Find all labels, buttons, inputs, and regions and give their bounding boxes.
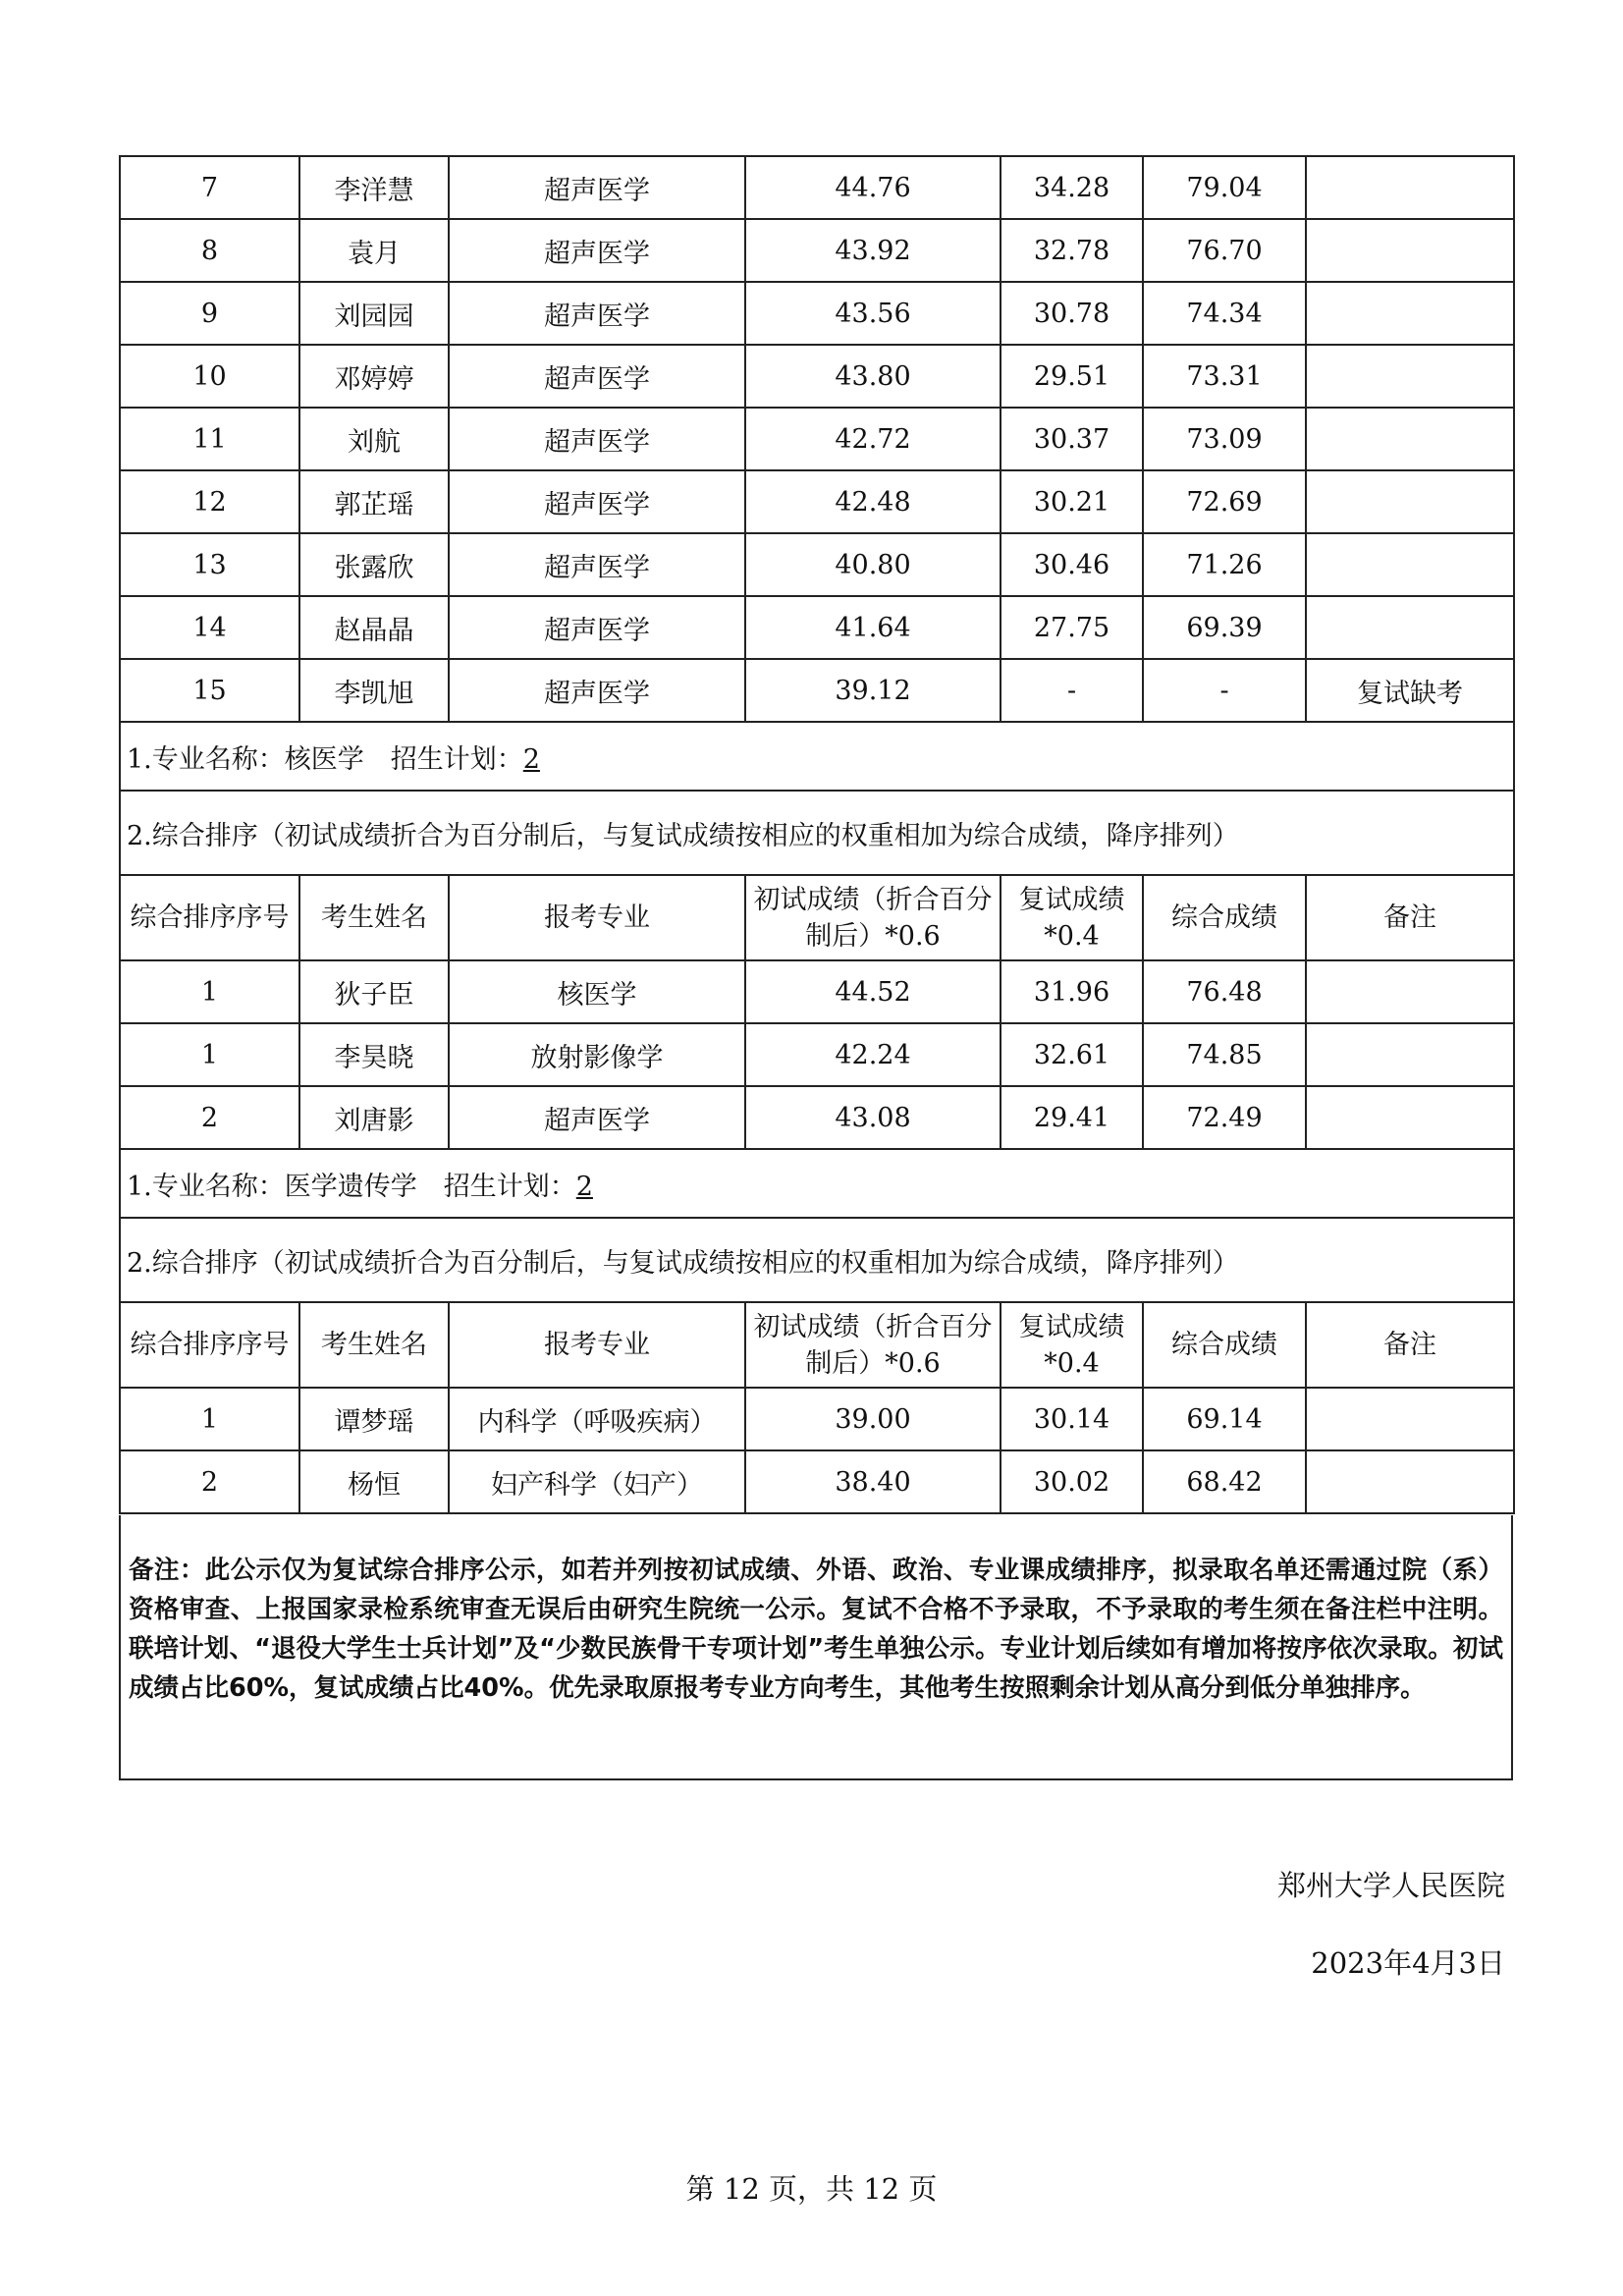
header-rank: 综合排序序号 [120,1302,299,1388]
table-row [120,470,1514,533]
major-cell: 超声医学 [449,408,745,470]
retest-score-cell: 29.41 [1001,1086,1143,1149]
note-cell [1306,408,1514,470]
total-score-cell: 76.70 [1143,219,1306,282]
note-cell [1306,156,1514,219]
major-cell: 核医学 [449,960,745,1023]
note-cell [1306,470,1514,533]
plan-count: 2 [522,743,540,775]
major-plan-line [120,722,1514,791]
column-header-row [120,875,1514,960]
note-cell [1306,282,1514,345]
section-header-row [120,1149,1514,1218]
initial-score-cell: 44.76 [745,156,1001,219]
retest-score-cell: 31.96 [1001,960,1143,1023]
major-cell: 超声医学 [449,470,745,533]
initial-score-cell: 43.80 [745,345,1001,408]
major-cell: 妇产科学（妇产） [449,1450,745,1513]
major-plan-prefix: 1.专业名称：医学遗传学 招生计划： [127,1171,576,1202]
retest-score-cell: 30.78 [1001,282,1143,345]
major-plan-line [120,1149,1514,1218]
initial-score-cell: 42.48 [745,470,1001,533]
table-row [120,533,1514,596]
score-table [119,155,1513,1514]
name-cell: 李凯旭 [299,659,449,722]
major-cell: 超声医学 [449,659,745,722]
rank-cell: 7 [120,156,299,219]
name-cell: 邓婷婷 [299,345,449,408]
initial-score-cell: 43.08 [745,1086,1001,1149]
name-cell: 张露欣 [299,533,449,596]
name-cell: 袁月 [299,219,449,282]
note-cell [1306,960,1514,1023]
initial-score-cell: 43.56 [745,282,1001,345]
note-cell [1306,1023,1514,1086]
section-header-row [120,722,1514,791]
rank-cell: 2 [120,1086,299,1149]
rank-cell: 2 [120,1450,299,1513]
major-cell: 内科学（呼吸疾病） [449,1388,745,1450]
rank-cell: 9 [120,282,299,345]
name-cell: 李昊晓 [299,1023,449,1086]
major-cell: 超声医学 [449,1086,745,1149]
table-row [120,1388,1514,1450]
initial-score-cell: 40.80 [745,533,1001,596]
note-cell [1306,345,1514,408]
note-cell [1306,1450,1514,1513]
note-cell: 复试缺考 [1306,659,1514,722]
header-total: 综合成绩 [1143,1302,1306,1388]
page-footer: 第 12 页，共 12 页 [685,2172,938,2206]
total-score-cell: 73.09 [1143,408,1306,470]
note-cell [1306,1388,1514,1450]
retest-score-cell: 34.28 [1001,156,1143,219]
major-cell: 放射影像学 [449,1023,745,1086]
name-cell: 刘园园 [299,282,449,345]
section-header-row [120,1218,1514,1302]
note-cell [1306,596,1514,659]
initial-score-cell: 39.12 [745,659,1001,722]
table-row [120,1086,1514,1149]
major-cell: 超声医学 [449,282,745,345]
rank-cell: 11 [120,408,299,470]
total-score-cell: 76.48 [1143,960,1306,1023]
name-cell: 狄子臣 [299,960,449,1023]
rank-cell: 14 [120,596,299,659]
header-note: 备注 [1306,1302,1514,1388]
name-cell: 谭梦瑶 [299,1388,449,1450]
initial-score-cell: 42.72 [745,408,1001,470]
rank-cell: 1 [120,1388,299,1450]
header-major: 报考专业 [449,875,745,960]
note-cell [1306,533,1514,596]
name-cell: 李洋慧 [299,156,449,219]
total-score-cell: 74.34 [1143,282,1306,345]
retest-score-cell: 30.21 [1001,470,1143,533]
total-score-cell: - [1143,659,1306,722]
retest-score-cell: 32.61 [1001,1023,1143,1086]
header-initial: 初试成绩（折合百分制后）*0.6 [745,1302,1001,1388]
name-cell: 赵晶晶 [299,596,449,659]
major-cell: 超声医学 [449,219,745,282]
total-score-cell: 69.39 [1143,596,1306,659]
rank-cell: 1 [120,960,299,1023]
name-cell: 郭芷瑶 [299,470,449,533]
retest-score-cell: 30.02 [1001,1450,1143,1513]
total-score-cell: 73.31 [1143,345,1306,408]
table-row [120,1023,1514,1086]
header-name: 考生姓名 [299,875,449,960]
initial-score-cell: 42.24 [745,1023,1001,1086]
table-row [120,345,1514,408]
major-cell: 超声医学 [449,596,745,659]
major-cell: 超声医学 [449,533,745,596]
retest-score-cell: 30.14 [1001,1388,1143,1450]
initial-score-cell: 38.40 [745,1450,1001,1513]
rank-cell: 12 [120,470,299,533]
name-cell: 杨恒 [299,1450,449,1513]
table-row [120,596,1514,659]
table-row [120,960,1514,1023]
retest-score-cell: 30.37 [1001,408,1143,470]
retest-score-cell: 29.51 [1001,345,1143,408]
ranking-description: 2.综合排序（初试成绩折合为百分制后，与复试成绩按相应的权重相加为综合成绩，降序排列） [120,791,1514,875]
rank-cell: 1 [120,1023,299,1086]
plan-count: 2 [575,1171,593,1202]
initial-score-cell: 43.92 [745,219,1001,282]
rank-cell: 15 [120,659,299,722]
initial-score-cell: 41.64 [745,596,1001,659]
total-score-cell: 79.04 [1143,156,1306,219]
header-rank: 综合排序序号 [120,875,299,960]
remarks-box [119,1515,1513,1780]
header-retest: 复试成绩*0.4 [1001,1302,1143,1388]
header-note: 备注 [1306,875,1514,960]
column-header-row [120,1302,1514,1388]
retest-score-cell: 30.46 [1001,533,1143,596]
total-score-cell: 72.49 [1143,1086,1306,1149]
header-name: 考生姓名 [299,1302,449,1388]
section-header-row [120,791,1514,875]
total-score-cell: 71.26 [1143,533,1306,596]
header-total: 综合成绩 [1143,875,1306,960]
rank-cell: 10 [120,345,299,408]
major-plan-prefix: 1.专业名称：核医学 招生计划： [127,743,523,775]
name-cell: 刘航 [299,408,449,470]
total-score-cell: 68.42 [1143,1450,1306,1513]
major-cell: 超声医学 [449,156,745,219]
initial-score-cell: 39.00 [745,1388,1001,1450]
note-cell [1306,219,1514,282]
retest-score-cell: - [1001,659,1143,722]
note-cell [1306,1086,1514,1149]
ranking-description: 2.综合排序（初试成绩折合为百分制后，与复试成绩按相应的权重相加为综合成绩，降序排列） [120,1218,1514,1302]
header-initial: 初试成绩（折合百分制后）*0.6 [745,875,1001,960]
initial-score-cell: 44.52 [745,960,1001,1023]
header-major: 报考专业 [449,1302,745,1388]
name-cell: 刘唐影 [299,1086,449,1149]
issue-date: 2023年4月3日 [1311,1946,1505,1980]
table-row [120,219,1514,282]
retest-score-cell: 27.75 [1001,596,1143,659]
rank-cell: 8 [120,219,299,282]
table-row [120,408,1514,470]
organization-name: 郑州大学人民医院 [1276,1869,1505,1902]
total-score-cell: 74.85 [1143,1023,1306,1086]
table-row [120,659,1514,722]
table-row [120,282,1514,345]
rank-cell: 13 [120,533,299,596]
retest-score-cell: 32.78 [1001,219,1143,282]
total-score-cell: 69.14 [1143,1388,1306,1450]
total-score-cell: 72.69 [1143,470,1306,533]
major-cell: 超声医学 [449,345,745,408]
table-row [120,156,1514,219]
header-retest: 复试成绩*0.4 [1001,875,1143,960]
remarks-text: 备注：此公示仅为复试综合排序公示，如若并列按初试成绩、外语、政治、专业课成绩排序，拟录取名单还需通过院（系）资格审查、上报国家录检系统审查无误后由研究生院统一公示。复试不合格不予录取，不予录取的考生须在备注栏中注明。联培计划、“退役大学生士兵计划”及“少数民族骨干专项计划”考生单独公示。专业计划后续如有增加将按序依次录取。初试成绩占比60%，复试成绩占比40%。优先录取原报考专业方向考生，其他考生按照剩余计划从高分到低分单独排序。 [129,1556,1503,1703]
table-row [120,1450,1514,1513]
